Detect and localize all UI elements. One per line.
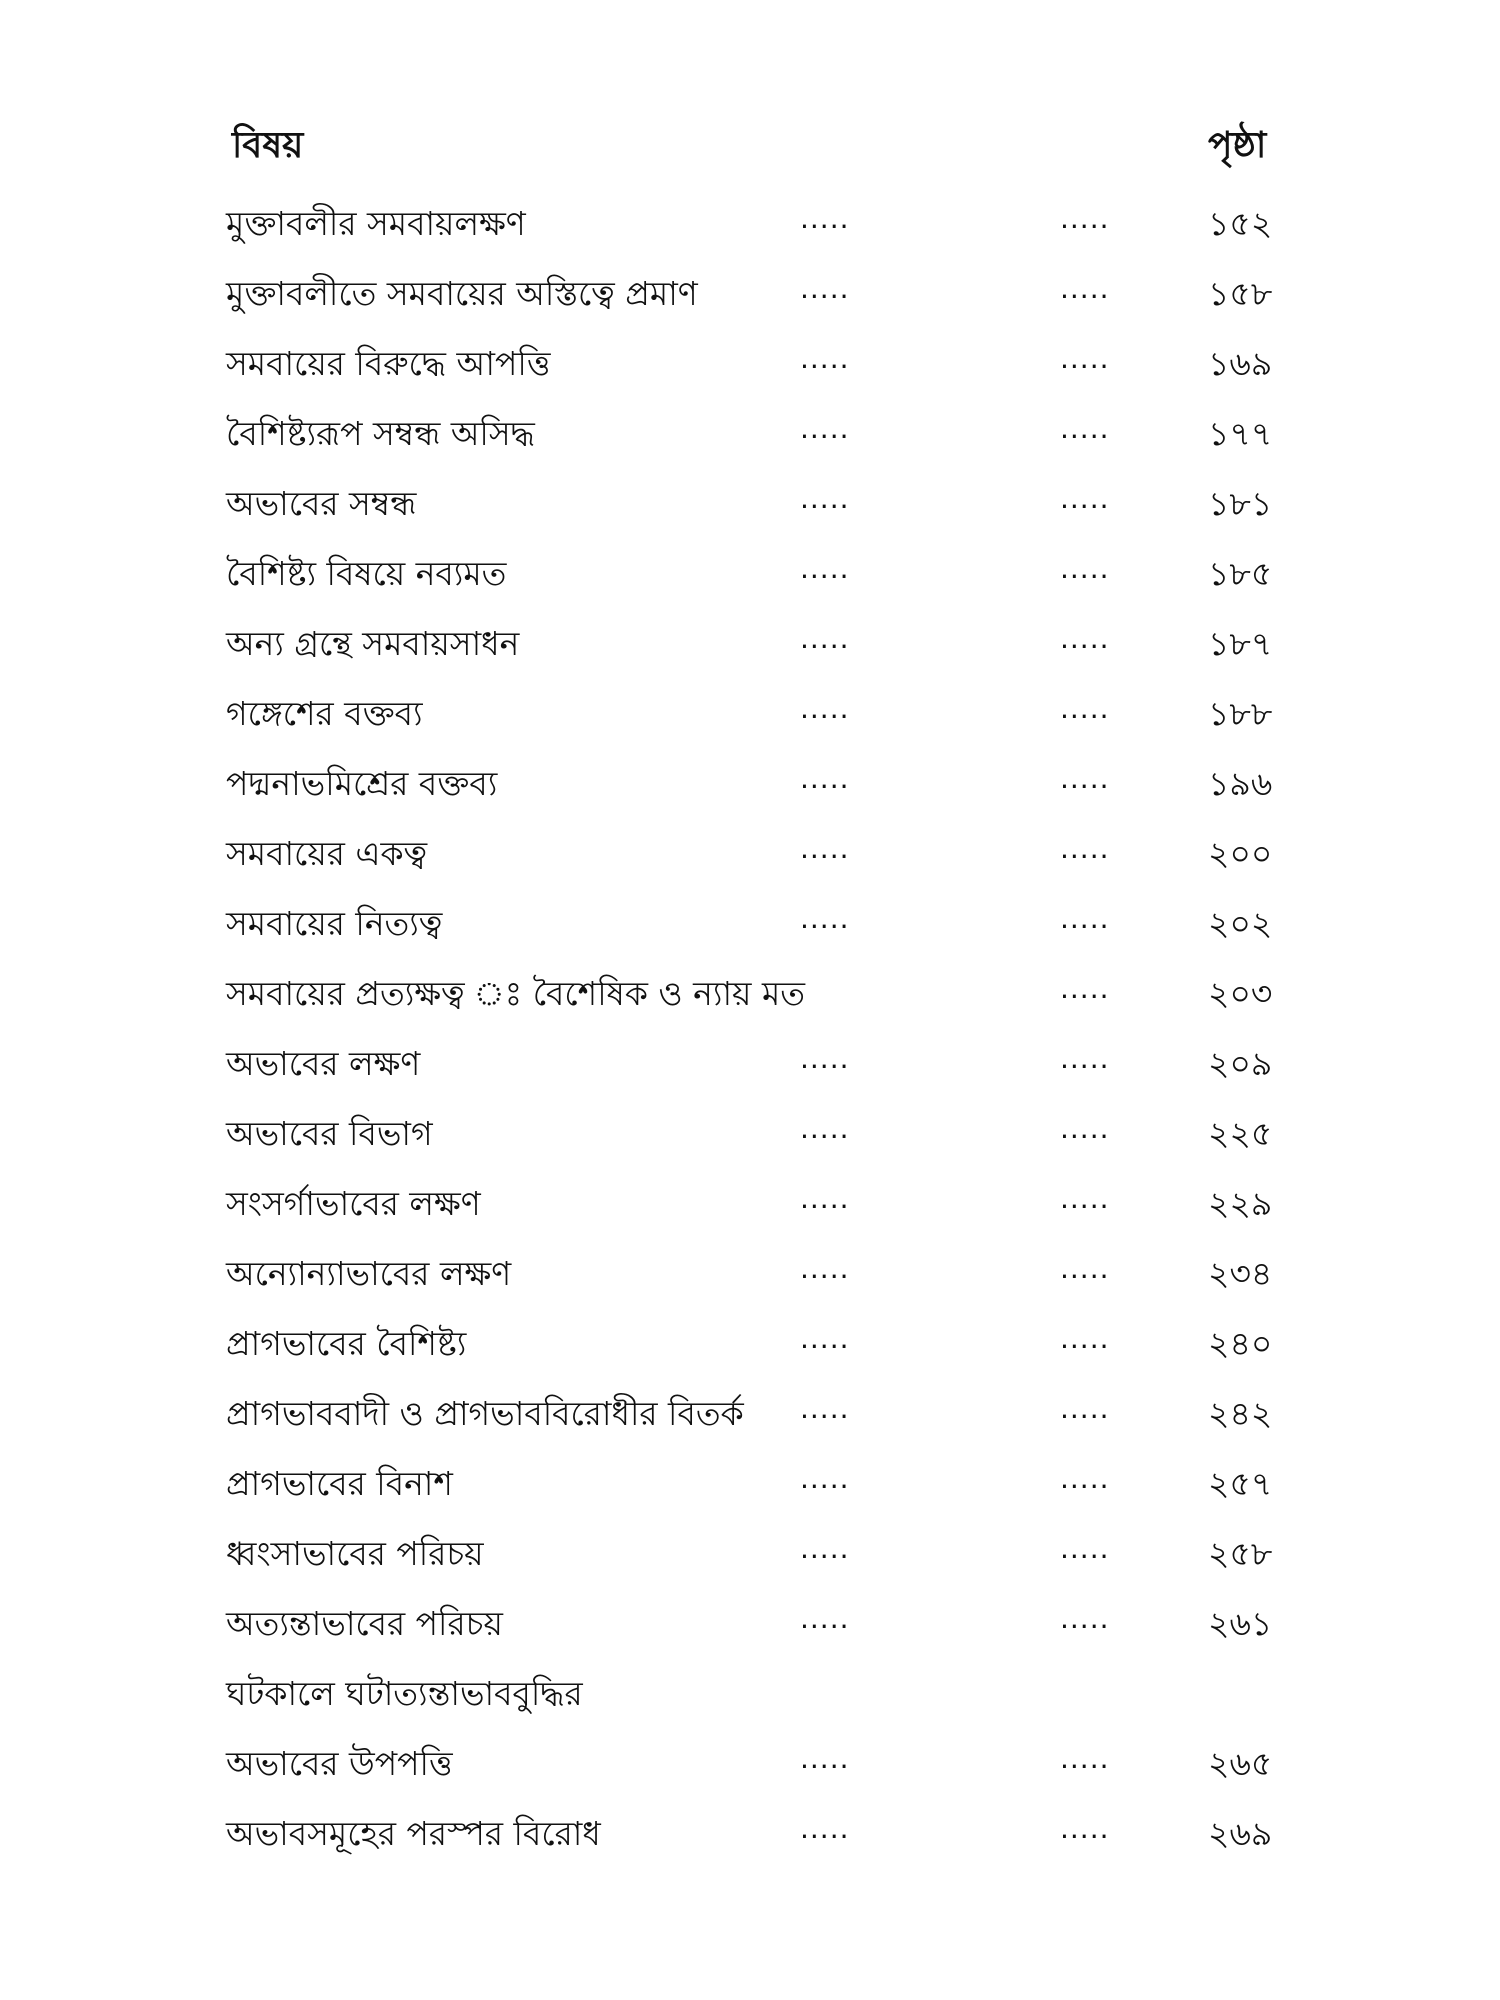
- page-number: ১৭৭: [1208, 414, 1273, 453]
- page-number: ১৬৯: [1208, 344, 1273, 383]
- leader-dots: .....: [1060, 832, 1110, 865]
- leader-dots: .....: [800, 1532, 850, 1565]
- leader-dots: .....: [800, 1392, 850, 1425]
- toc-entry: [0, 190, 1500, 260]
- leader-dots: .....: [1060, 1042, 1110, 1075]
- entry-title: প্রাগভাববাদী ও প্রাগভাববিরোধীর বিতর্ক: [226, 1394, 744, 1433]
- leader-dots: .....: [1060, 1182, 1110, 1215]
- leader-dots: .....: [1060, 1532, 1110, 1565]
- toc-entry: [0, 680, 1500, 750]
- entry-title: সমবায়ের একত্ব: [226, 834, 428, 873]
- leader-dots: .....: [800, 692, 850, 725]
- entry-title: সমবায়ের বিরুদ্ধে আপত্তি: [226, 344, 551, 383]
- leader-dots: .....: [800, 902, 850, 935]
- toc-entry: [0, 1800, 1500, 1870]
- leader-dots: .....: [1060, 1462, 1110, 1495]
- leader-dots: .....: [1060, 412, 1110, 445]
- toc-entry: [0, 470, 1500, 540]
- page-number: ২২৯: [1208, 1184, 1273, 1223]
- page-number: ২৪০: [1208, 1324, 1273, 1363]
- entry-title: পদ্মনাভমিশ্রের বক্তব্য: [226, 764, 498, 803]
- entry-title: বৈশিষ্ট্যরূপ সম্বন্ধ অসিদ্ধ: [226, 414, 535, 453]
- leader-dots: .....: [1060, 482, 1110, 515]
- page-number: ১৮৭: [1208, 624, 1273, 663]
- entry-title: সংসর্গাভাবের লক্ষণ: [226, 1184, 481, 1223]
- leader-dots: .....: [1060, 552, 1110, 585]
- page-number: ২৫৭: [1208, 1464, 1273, 1503]
- leader-dots: .....: [800, 1252, 850, 1285]
- page-number: ১৫২: [1208, 204, 1273, 243]
- leader-dots: .....: [1060, 1602, 1110, 1635]
- leader-dots: .....: [800, 1322, 850, 1355]
- page-number: ২২৫: [1208, 1114, 1273, 1153]
- leader-dots: .....: [1060, 972, 1110, 1005]
- toc-entry: [0, 820, 1500, 890]
- page-number: ২০৯: [1208, 1044, 1273, 1083]
- toc-entry: [0, 400, 1500, 470]
- toc-entry: [0, 890, 1500, 960]
- page-number: ২৩৪: [1208, 1254, 1273, 1293]
- leader-dots: .....: [1060, 1252, 1110, 1285]
- entry-title: অভাবের উপপত্তি: [226, 1744, 453, 1783]
- entry-title: অভাবের লক্ষণ: [226, 1044, 421, 1083]
- leader-dots: .....: [800, 1812, 850, 1845]
- entry-title: অভাবের বিভাগ: [226, 1114, 433, 1153]
- page-number: ১৮৮: [1208, 694, 1273, 733]
- toc-entry: [0, 1240, 1500, 1310]
- toc-entry: [0, 750, 1500, 820]
- leader-dots: .....: [1060, 1742, 1110, 1775]
- leader-dots: .....: [1060, 902, 1110, 935]
- leader-dots: .....: [1060, 762, 1110, 795]
- toc-entry: [0, 960, 1500, 1030]
- entry-title: প্রাগভাবের বিনাশ: [226, 1464, 453, 1503]
- leader-dots: .....: [1060, 1392, 1110, 1425]
- subject-heading: বিষয়: [232, 125, 304, 166]
- page-number: ১৯৬: [1208, 764, 1273, 803]
- page-number: ২৬৫: [1208, 1744, 1273, 1783]
- leader-dots: .....: [800, 342, 850, 375]
- toc-header: [0, 118, 1500, 178]
- table-of-contents: [0, 190, 1500, 1870]
- entry-title: অভাবসমূহের পরস্পর বিরোধ: [226, 1814, 601, 1853]
- toc-entry: [0, 1170, 1500, 1240]
- entry-title: অন্য গ্রন্থে সমবায়সাধন: [226, 624, 520, 663]
- leader-dots: .....: [800, 1462, 850, 1495]
- entry-title: অত্যন্তাভাবের পরিচয়: [226, 1604, 503, 1643]
- entry-title: অন্যোন্যাভাবের লক্ষণ: [226, 1254, 512, 1293]
- toc-entry: [0, 1590, 1500, 1660]
- leader-dots: .....: [800, 762, 850, 795]
- page-number: ২৬৯: [1208, 1814, 1273, 1853]
- page-number: ২০৩: [1208, 974, 1273, 1013]
- toc-entry: [0, 540, 1500, 610]
- leader-dots: .....: [800, 832, 850, 865]
- toc-entry: [0, 1660, 1500, 1730]
- page-number: ২০২: [1208, 904, 1273, 943]
- page-number: ২৪২: [1208, 1394, 1273, 1433]
- leader-dots: .....: [1060, 1812, 1110, 1845]
- page-number: ২০০: [1208, 834, 1273, 873]
- page-number: ১৫৮: [1208, 274, 1273, 313]
- entry-title: মুক্তাবলীর সমবায়লক্ষণ: [226, 204, 526, 243]
- leader-dots: .....: [1060, 272, 1110, 305]
- toc-entry: [0, 1030, 1500, 1100]
- toc-entry: [0, 1730, 1500, 1800]
- leader-dots: .....: [1060, 1112, 1110, 1145]
- entry-title: অভাবের সম্বন্ধ: [226, 484, 417, 523]
- entry-title: বৈশিষ্ট্য বিষয়ে নব্যমত: [226, 554, 507, 593]
- leader-dots: .....: [800, 1042, 850, 1075]
- leader-dots: .....: [1060, 1322, 1110, 1355]
- toc-entry: [0, 330, 1500, 400]
- leader-dots: .....: [800, 622, 850, 655]
- entry-title: গঙ্গেশের বক্তব্য: [226, 694, 423, 733]
- leader-dots: .....: [800, 482, 850, 515]
- entry-title: সমবায়ের নিত্যত্ব: [226, 904, 443, 943]
- page-number: ১৮১: [1208, 484, 1273, 523]
- leader-dots: .....: [800, 552, 850, 585]
- leader-dots: .....: [1060, 202, 1110, 235]
- leader-dots: .....: [800, 1112, 850, 1145]
- toc-entry: [0, 1100, 1500, 1170]
- leader-dots: .....: [800, 1602, 850, 1635]
- leader-dots: .....: [800, 272, 850, 305]
- page-number: ১৮৫: [1208, 554, 1273, 593]
- leader-dots: .....: [1060, 692, 1110, 725]
- entry-title: ঘটকালে ঘটাত্যন্তাভাববুদ্ধির: [226, 1674, 583, 1713]
- page-number: ২৫৮: [1208, 1534, 1273, 1573]
- entry-title: প্রাগভাবের বৈশিষ্ট্য: [226, 1324, 467, 1363]
- toc-entry: [0, 1380, 1500, 1450]
- toc-entry: [0, 1310, 1500, 1380]
- leader-dots: .....: [800, 412, 850, 445]
- leader-dots: .....: [800, 1182, 850, 1215]
- toc-entry: [0, 1520, 1500, 1590]
- page-heading: পৃষ্ঠা: [1208, 125, 1267, 166]
- leader-dots: .....: [800, 202, 850, 235]
- toc-entry: [0, 610, 1500, 680]
- leader-dots: .....: [800, 1742, 850, 1775]
- leader-dots: .....: [1060, 342, 1110, 375]
- entry-title: সমবায়ের প্রত্যক্ষত্ব ঃ বৈশেষিক ও ন্যায় মত: [226, 974, 806, 1013]
- page-number: ২৬১: [1208, 1604, 1273, 1643]
- toc-entry: [0, 1450, 1500, 1520]
- entry-title: মুক্তাবলীতে সমবায়ের অস্তিত্বে প্রমাণ: [226, 274, 698, 313]
- entry-title: ধ্বংসাভাবের পরিচয়: [226, 1534, 484, 1573]
- toc-entry: [0, 260, 1500, 330]
- leader-dots: .....: [1060, 622, 1110, 655]
